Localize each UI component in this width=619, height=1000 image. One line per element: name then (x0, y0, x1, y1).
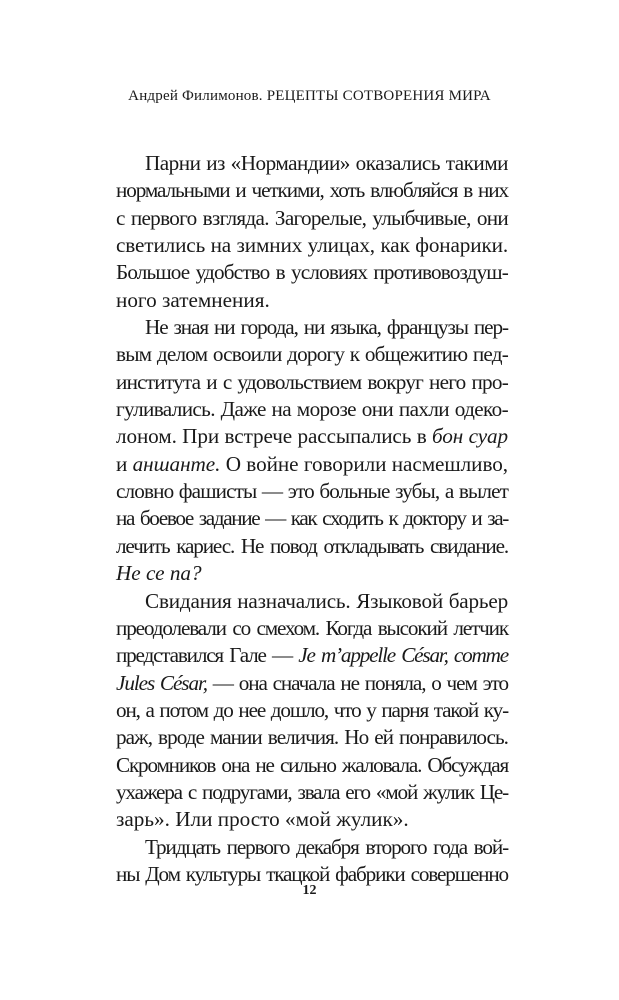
text-line (116, 478, 508, 505)
text-line (116, 232, 508, 259)
text-line (116, 642, 508, 669)
text-line (116, 834, 508, 861)
italic-run: бон суар (432, 424, 508, 449)
text-line (116, 259, 508, 286)
text-run: лоном. При встрече рассыпались в (116, 424, 432, 449)
text-run: представился Гале — (116, 643, 299, 668)
italic-run: Je m’appelle César, comme (298, 643, 508, 668)
text-run: Свидания назначались. Языковой барьер (145, 588, 508, 613)
text-run: Скромников она не сильно жаловала. Обсуждая (116, 752, 508, 777)
text-run: нормальными и четкими, хоть влюбляйся в них (116, 178, 508, 203)
text-run: Большое удобство в условиях противовоздуш- (116, 260, 508, 285)
text-line (116, 533, 508, 560)
text-line (116, 588, 508, 615)
text-line (116, 752, 508, 779)
text-run: Не зная ни города, ни языка, французы пер- (145, 315, 508, 340)
text-line (116, 615, 508, 642)
page-number: 12 (302, 883, 317, 898)
text-run: ны Дом культуры ткацкой фабрики совершенно (116, 861, 508, 886)
text-run: светились на зимних улицах, как фонарики. (116, 233, 508, 258)
text-line (116, 423, 508, 450)
text-line (116, 369, 508, 396)
text-run: института и с удовольствием вокруг него про- (116, 369, 508, 394)
text-line (116, 697, 508, 724)
text-run: раж, вроде мании величия. Но ей понравилось. (116, 725, 508, 750)
text-line (116, 396, 508, 423)
text-run: — она сначала не поняла, о чем это (207, 670, 508, 695)
italic-run: Jules César, (116, 670, 208, 695)
text-line (116, 177, 508, 204)
text-run: на боевое задание — как сходить к доктору и за- (116, 506, 508, 531)
text-line (116, 560, 508, 587)
text-run: ного затемнения. (116, 287, 270, 312)
body-text (116, 150, 508, 888)
text-run: и (116, 451, 133, 476)
text-run: преодолевали со смехом. Когда высокий летчик (116, 615, 508, 640)
text-line (116, 670, 508, 697)
running-head: Андрей Филимонов. РЕЦЕПТЫ СОТВОРЕНИЯ МИРА (128, 88, 491, 104)
text-run: с первого взгляда. Загорелые, улыбчивые, они (116, 205, 508, 230)
text-run: О войне говорили насмешливо, (220, 451, 508, 476)
text-line (116, 806, 508, 833)
italic-run: Не се па? (116, 561, 202, 586)
text-line (116, 451, 508, 478)
text-run: вым делом освоили дорогу к общежитию пед- (116, 342, 508, 367)
text-line (116, 779, 508, 806)
text-line (116, 341, 508, 368)
text-line (116, 724, 508, 751)
text-run: ухажера с подругами, звала его «мой жулик Це- (116, 779, 508, 804)
italic-run: аншанте. (132, 451, 221, 476)
text-line (116, 205, 508, 232)
text-line (116, 150, 508, 177)
text-line (116, 287, 508, 314)
text-run: он, а потом до нее дошло, что у парня такой ку- (116, 697, 508, 722)
text-line (116, 505, 508, 532)
text-line (116, 314, 508, 341)
text-run: Парни из «Нормандии» оказались такими (145, 151, 508, 175)
text-run: словно фашисты — это больные зубы, а вылет (116, 479, 508, 504)
text-run: Тридцать первого декабря второго года вой- (145, 834, 508, 859)
text-run: гуливались. Даже на морозе они пахли одеко- (116, 397, 508, 422)
text-run: зарь». Или просто «мой жулик». (116, 807, 409, 832)
text-run: лечить кариес. Не повод откладывать свидание. (116, 533, 508, 558)
